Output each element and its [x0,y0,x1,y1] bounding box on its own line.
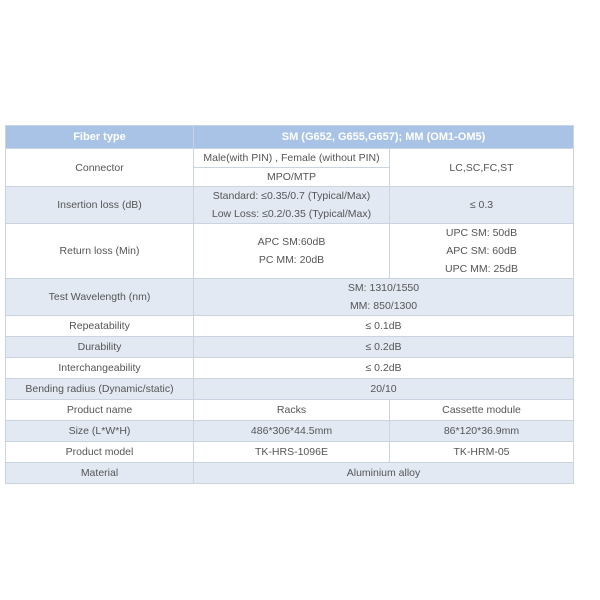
interchangeability-value: ≤ 0.2dB [194,358,574,379]
return-loss-label: Return loss (Min) [6,224,194,279]
test-wavelength-label: Test Wavelength (nm) [6,279,194,316]
row-connector [6,149,574,187]
connector-left-line-1: Male(with PIN) , Female (without PIN) [203,152,380,164]
repeatability-label: Repeatability [6,316,194,337]
product-name-label: Product name [6,400,194,421]
insertion-loss-line-1: Standard: ≤0.35/0.7 (Typical/Max) [212,190,371,202]
row-test-wavelength [6,279,574,316]
row-material [6,463,574,484]
row-bending-radius [6,379,574,400]
spec-table-container [5,125,573,484]
insertion-loss-label: Insertion loss (dB) [6,187,194,224]
insertion-loss-left [194,187,390,224]
header-row [6,126,574,149]
product-name-left: Racks [194,400,390,421]
header-label: Fiber type [6,126,194,149]
row-product-model [6,442,574,463]
return-loss-left-line-1: APC SM:60dB [257,236,326,248]
size-label: Size (L*W*H) [6,421,194,442]
test-wavelength-line-2: MM: 850/1300 [349,300,418,312]
durability-value: ≤ 0.2dB [194,337,574,358]
test-wavelength-line-1: SM: 1310/1550 [347,282,420,294]
connector-left [194,149,390,187]
connector-left-line-2: MPO/MTP [194,167,389,186]
return-loss-right [390,224,574,279]
material-value: Aluminium alloy [194,463,574,484]
row-size [6,421,574,442]
interchangeability-label: Interchangeability [6,358,194,379]
connector-right: LC,SC,FC,ST [390,149,574,187]
row-repeatability [6,316,574,337]
repeatability-value: ≤ 0.1dB [194,316,574,337]
connector-label: Connector [6,149,194,187]
insertion-loss-line-2: Low Loss: ≤0.2/0.35 (Typical/Max) [211,208,372,220]
row-insertion-loss [6,187,574,224]
product-model-right: TK-HRM-05 [390,442,574,463]
return-loss-right-line-3: UPC MM: 25dB [445,263,518,275]
product-model-left: TK-HRS-1096E [194,442,390,463]
size-right: 86*120*36.9mm [390,421,574,442]
spec-table [5,125,574,484]
row-product-name [6,400,574,421]
insertion-loss-right: ≤ 0.3 [390,187,574,224]
test-wavelength-value [194,279,574,316]
row-durability [6,337,574,358]
return-loss-left-line-2: PC MM: 20dB [258,254,325,266]
durability-label: Durability [6,337,194,358]
bending-radius-value: 20/10 [194,379,574,400]
product-model-label: Product model [6,442,194,463]
header-value: SM (G652, G655,G657); MM (OM1-OM5) [194,126,574,149]
size-left: 486*306*44.5mm [194,421,390,442]
return-loss-right-line-1: UPC SM: 50dB [445,227,518,239]
product-name-right: Cassette module [390,400,574,421]
material-label: Material [6,463,194,484]
row-return-loss [6,224,574,279]
row-interchangeability [6,358,574,379]
return-loss-right-line-2: APC SM: 60dB [446,245,517,257]
return-loss-left [194,224,390,279]
bending-radius-label: Bending radius (Dynamic/static) [6,379,194,400]
